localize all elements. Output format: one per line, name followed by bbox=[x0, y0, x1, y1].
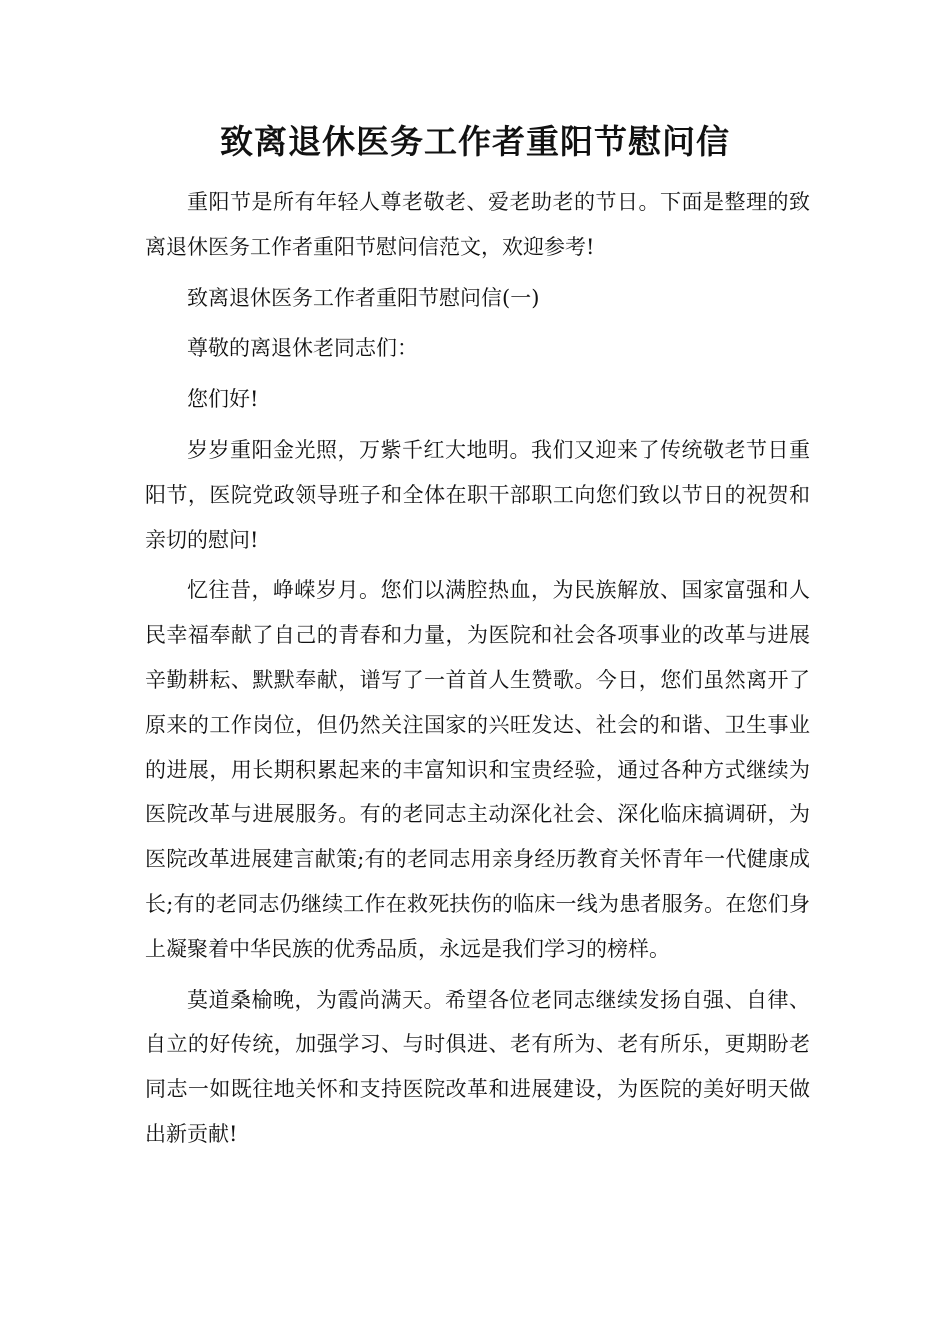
document-body bbox=[145, 180, 810, 1163]
body-paragraph-1: 岁岁重阳金光照，万紫千红大地明。我们又迎来了传统敬老节日重阳节，医院党政领导班子和全体在职干部职工向您们致以节日的祝贺和亲切的慰问! bbox=[145, 437, 810, 552]
body-paragraph-3: 莫道桑榆晚，为霞尚满天。希望各位老同志继续发扬自强、自律、自立的好传统，加强学习、与时俱进、老有所为、老有所乐，更期盼老同志一如既往地关怀和支持医院改革和进展建设，为医院的美好明天做出新贡献! bbox=[145, 987, 810, 1146]
body-paragraph-2: 忆往昔，峥嵘岁月。您们以满腔热血，为民族解放、国家富强和人民幸福奉献了自己的青春和力量，为医院和社会各项事业的改革与进展辛勤耕耘、默默奉献，谱写了一首首人生赞歌。今日，您们虽然离开了原来的工作岗位，但仍然关注国家的兴旺发达、社会的和谐、卫生事业的进展，用长期积累起来的丰富知识和宝贵经验，通过各种方式继续为医院改革与进展服务。有的老同志主动深化社会、深化临床搞调研，为医院改革进展建言献策;有的老同志用亲身经历教育关怀青年一代健康成长;有的老同志仍继续工作在救死扶伤的临床一线为患者服务。在您们身上凝聚着中华民族的优秀品质，永远是我们学习的榜样。 bbox=[145, 578, 810, 961]
document-title: 致离退休医务工作者重阳节慰问信 bbox=[220, 122, 730, 161]
letter-heading: 致离退休医务工作者重阳节慰问信(一) bbox=[187, 285, 540, 310]
salutation: 尊敬的离退休老同志们： bbox=[187, 336, 418, 361]
intro-paragraph: 重阳节是所有年轻人尊老敬老、爱老助老的节日。下面是整理的致离退休医务工作者重阳节慰问信范文，欢迎参考! bbox=[145, 190, 810, 259]
greeting: 您们好! bbox=[187, 387, 259, 412]
